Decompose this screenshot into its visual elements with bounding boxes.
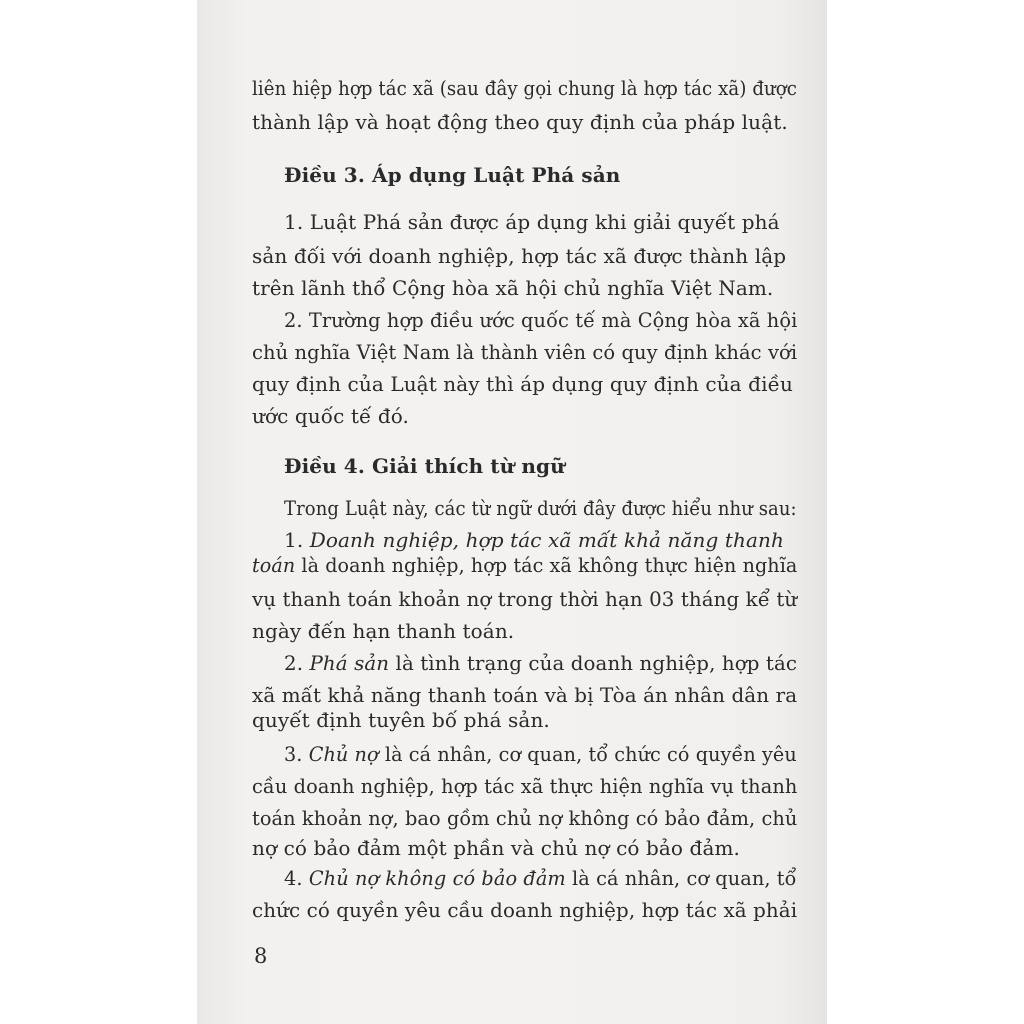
- text-line-19: [252, 708, 550, 732]
- text-span: ngày đến hạn thanh toán.: [252, 619, 515, 643]
- text-span: ước quốc tế đó.: [252, 404, 410, 428]
- text-line-22: [252, 806, 797, 830]
- article-4-heading: [284, 454, 565, 478]
- text-line-1: [252, 76, 797, 100]
- text-span: là cá nhân, cơ quan, tổ chức có quyền yêu: [378, 742, 797, 766]
- text-span: thành lập và hoạt động theo quy định của pháp luật.: [252, 110, 788, 134]
- text-span: 1.: [284, 528, 310, 552]
- text-line-21: [252, 774, 797, 798]
- text-line-14: [252, 553, 797, 577]
- text-line-6: [252, 276, 773, 300]
- italic-term: Chủ nợ không có bảo đảm: [308, 866, 566, 890]
- italic-term: Doanh nghiệp, hợp tác xã mất khả năng thanh: [309, 528, 784, 552]
- text-line-17: [284, 651, 797, 675]
- text-span: Trong Luật này, các từ ngữ dưới đây được hiểu như sau:: [284, 496, 797, 520]
- text-span: nợ có bảo đảm một phần và chủ nợ có bảo đảm.: [252, 836, 740, 860]
- text-span: là cá nhân, cơ quan, tổ: [565, 866, 797, 890]
- text-line-16: [252, 619, 514, 643]
- text-line-12: [284, 496, 797, 520]
- text-line-20: [284, 742, 797, 766]
- text-span: chức có quyền yêu cầu doanh nghiệp, hợp tác xã phải: [252, 898, 798, 922]
- text-line-5: [252, 244, 786, 268]
- text-line-25: [252, 898, 797, 922]
- book-page: [197, 0, 827, 1024]
- text-line-10: [252, 404, 409, 428]
- text-span: xã mất khả năng thanh toán và bị Tòa án nhân dân ra: [252, 683, 798, 707]
- text-span: 4.: [284, 866, 309, 890]
- heading-text: Điều 3. Áp dụng Luật Phá sản: [284, 163, 621, 187]
- text-span: là tình trạng của doanh nghiệp, hợp tác: [389, 651, 798, 675]
- text-line-13: [284, 528, 784, 552]
- text-line-9: [252, 372, 793, 396]
- text-span: cầu doanh nghiệp, hợp tác xã thực hiện nghĩa vụ thanh: [252, 774, 798, 798]
- article-3-heading: [284, 163, 620, 187]
- text-line-7: [284, 308, 797, 332]
- italic-term: Chủ nợ: [308, 742, 379, 766]
- text-span: trên lãnh thổ Cộng hòa xã hội chủ nghĩa Việt Nam.: [252, 276, 774, 300]
- text-line-15: [252, 587, 797, 611]
- text-line-23: [252, 836, 740, 860]
- text-line-18: [252, 683, 797, 707]
- italic-term: toán: [252, 553, 296, 577]
- italic-term: Phá sản: [309, 651, 390, 675]
- text-span: sản đối với doanh nghiệp, hợp tác xã được thành lập: [252, 244, 787, 268]
- text-span: là doanh nghiệp, hợp tác xã không thực hiện nghĩa: [295, 553, 798, 577]
- text-span: quy định của Luật này thì áp dụng quy định của điều: [252, 372, 793, 396]
- text-line-8: [252, 340, 797, 364]
- heading-text: Điều 4. Giải thích từ ngữ: [284, 454, 565, 478]
- text-span: 1. Luật Phá sản được áp dụng khi giải quyết phá: [284, 210, 780, 234]
- page-number: 8: [254, 944, 268, 968]
- text-line-2: [252, 110, 788, 134]
- text-span: vụ thanh toán khoản nợ trong thời hạn 03 tháng kể từ: [252, 587, 798, 611]
- text-line-4: [284, 210, 780, 234]
- text-span: 3.: [284, 742, 309, 766]
- text-span: liên hiệp hợp tác xã (sau đây gọi chung là hợp tác xã) được: [252, 76, 797, 100]
- text-span: quyết định tuyên bố phá sản.: [252, 708, 550, 732]
- text-span: toán khoản nợ, bao gồm chủ nợ không có bảo đảm, chủ: [252, 806, 798, 830]
- text-span: 2. Trường hợp điều ước quốc tế mà Cộng hòa xã hội: [284, 308, 798, 332]
- text-line-24: [284, 866, 797, 890]
- text-span: 2.: [284, 651, 310, 675]
- text-span: chủ nghĩa Việt Nam là thành viên có quy định khác với: [252, 340, 798, 364]
